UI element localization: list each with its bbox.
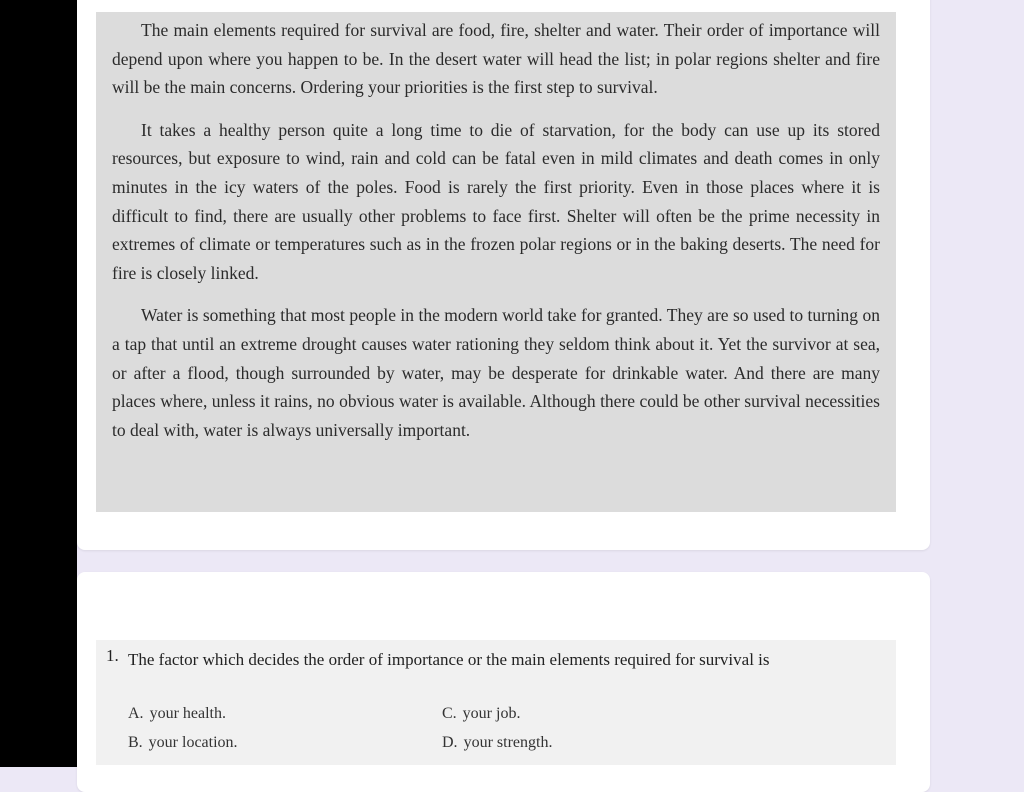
question-1 [96,640,896,765]
question-number: 1. [106,646,119,665]
left-dark-margin [0,0,77,767]
option-text: your location. [148,734,238,751]
option-a[interactable] [128,705,226,723]
passage-paragraph-3: Water is something that most people in the modern world take for granted. They are so used to turning on a tap that until an extreme drought causes water rationing they seldom think about it. Yet the survivor at sea, or after a flood, though surrounded by water, may be desperate for drinkable water. And there are many places where, unless it rains, no obvious water is available. Although there could be other survival necessities to deal with, water is always universally important. [112,305,880,440]
option-letter: A. [128,705,144,722]
option-text: your job. [462,705,521,722]
option-c[interactable] [442,705,520,723]
option-letter: C. [442,705,457,722]
passage-paragraph-1: The main elements required for survival are food, fire, shelter and water. Their order of importance will depend upon where you happen to be. In the desert water will head the list; in polar regions shelter and fire will be the main concerns. Ordering your priorities is the first step to survival. [112,20,880,98]
option-text: your strength. [463,734,553,751]
passage-paragraph-2: It takes a healthy person quite a long time to die of starvation, for the body can use up its stored resources, but exposure to wind, rain and cold can be fatal even in mild climates and death comes in only minutes in the icy waters of the poles. Food is rarely the first priority. Even in those places where it is difficult to find, there are usually other problems to face first. Shelter will often be the prime necessity in extremes of climate or temperatures such as in the frozen polar regions or in the baking deserts. The need for fire is closely linked. [112,119,880,283]
option-d[interactable] [442,734,552,752]
option-letter: D. [442,734,458,751]
option-b[interactable] [128,734,238,752]
reading-passage [96,12,896,512]
option-letter: B. [128,734,143,751]
question-text: The factor which decides the order of importance or the main elements required for survival is [128,650,770,669]
option-text: your health. [149,705,226,722]
